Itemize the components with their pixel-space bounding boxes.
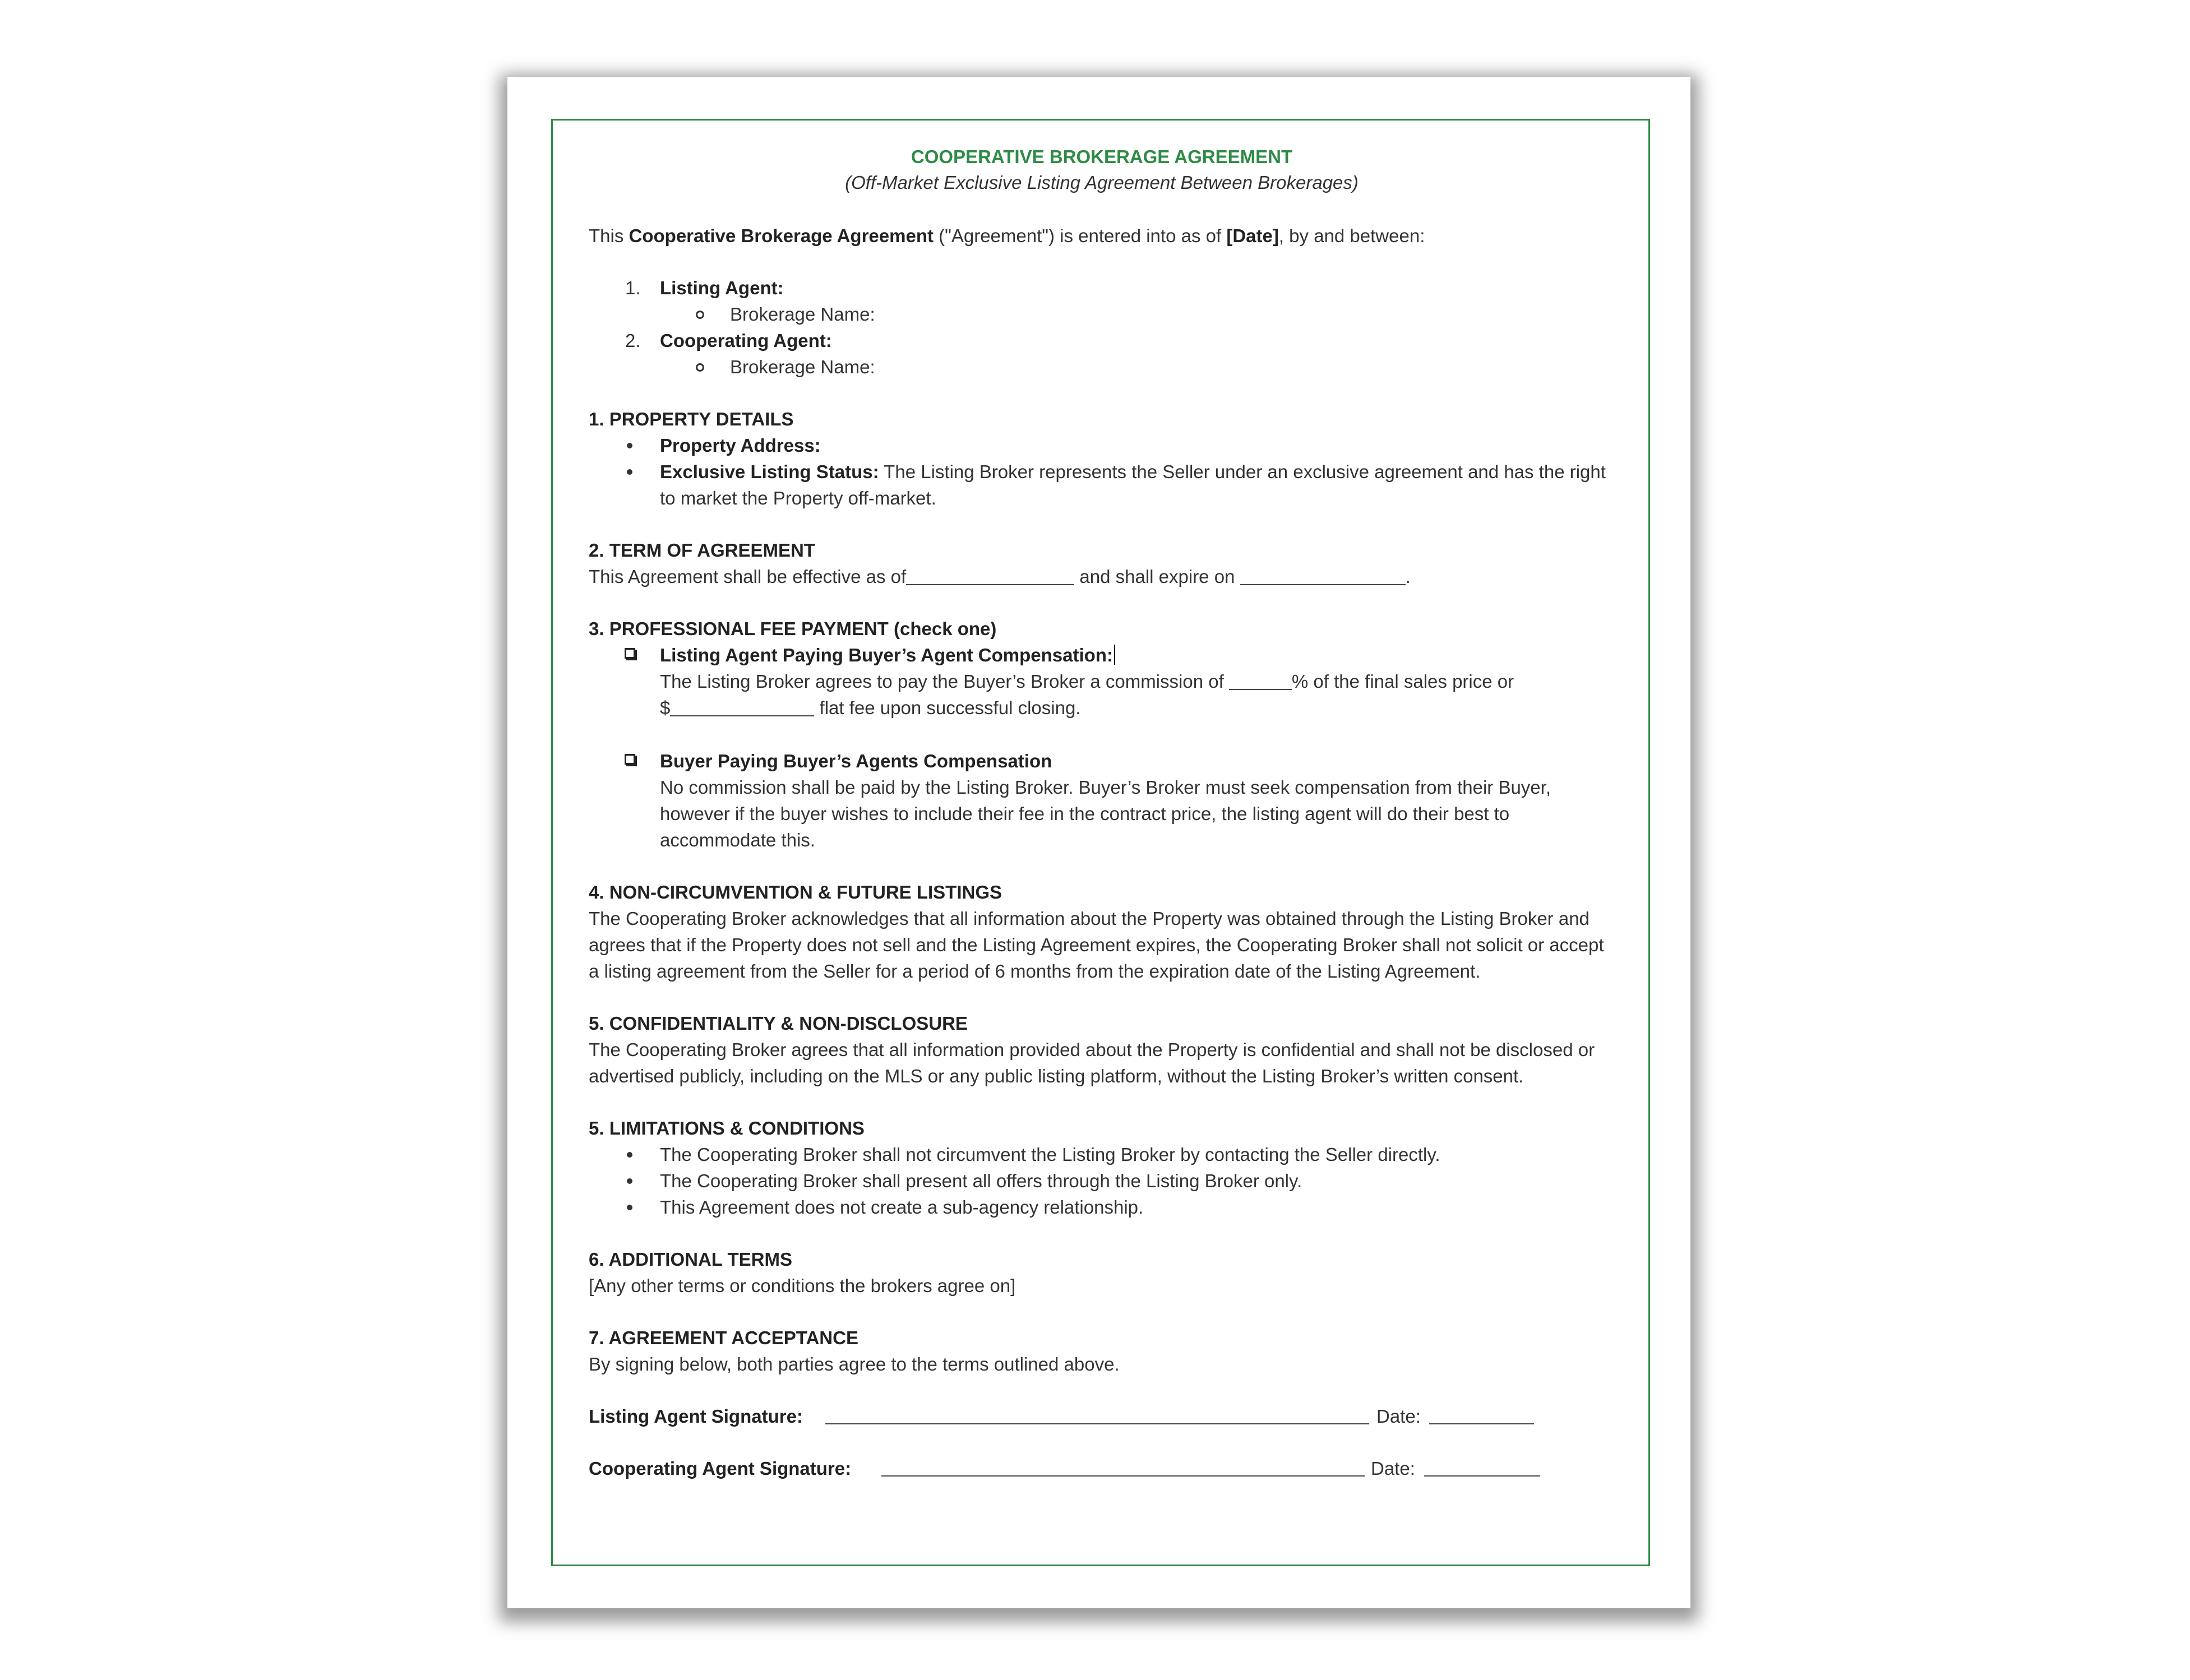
section-heading-property: 1. PROPERTY DETAILS [589, 409, 794, 429]
noncircumvention-paragraph: The Cooperating Broker acknowledges that all information about the Property was obtained through the Listing Broker and agrees that if the Property does not sell and the Listing Agreement expires, the Cooperating Broker shall not solicit or accept a listing agreement from the Seller for a period of 6 months from the expiration date of the Listing Agreement. [589, 908, 1604, 982]
property-address-label: Property Address: [660, 435, 821, 456]
document-body [589, 144, 1615, 1482]
confidentiality-paragraph: The Cooperating Broker agrees that all information provided about the Property is confidential and shall not be disclosed or advertised publicly, including on the MLS or any public listing platform, without the Listing Broker’s written consent. [589, 1039, 1595, 1086]
listing-signature-label: Listing Agent Signature: [589, 1406, 803, 1427]
cooperating-signature-line[interactable] [881, 1475, 1365, 1477]
limitation-text: The Cooperating Broker shall not circumvent the Listing Broker by contacting the Seller directly. [660, 1144, 1440, 1165]
intro-suffix: , by and between: [1278, 225, 1425, 246]
currency-sign: $ [660, 697, 671, 718]
list-item [589, 459, 1615, 511]
effective-date-blank[interactable] [906, 567, 1074, 585]
fee-option-text: No commission shall be paid by the Listing Broker. Buyer’s Broker must seek compensation from their Buyer, however if the buyer wishes to include their fee in the contract price, the listing agent will do their best to accommodate this. [660, 777, 1551, 850]
term-paragraph [589, 563, 1615, 590]
circle-bullet-icon [696, 311, 704, 319]
intro-paragraph [589, 223, 1615, 249]
cooperating-signature-label: Cooperating Agent Signature: [589, 1458, 852, 1479]
text-cursor [1114, 645, 1115, 665]
additional-terms-text: [Any other terms or conditions the brokers agree on] [589, 1275, 1016, 1296]
fee-option-text [660, 668, 1615, 721]
party-brokerage-line [589, 354, 1615, 380]
limitation-text: This Agreement does not create a sub-agency relationship. [660, 1197, 1144, 1218]
bullet-icon [627, 1152, 632, 1158]
flat-fee-text: flat fee upon successful closing. [814, 697, 1081, 718]
date-label: Date: [1376, 1406, 1421, 1427]
listing-date-line[interactable] [1429, 1423, 1534, 1424]
section-heading-fee: 3. PROFESSIONAL FEE PAYMENT (check one) [589, 618, 997, 639]
listing-status-label: Exclusive Listing Status: [660, 461, 879, 482]
cooperating-date-line[interactable] [1424, 1475, 1540, 1477]
bullet-icon [627, 1178, 632, 1184]
document-page [507, 77, 1690, 1608]
bullet-icon [627, 469, 632, 475]
checkbox[interactable] [625, 648, 635, 659]
fee-option-label: Buyer Paying Buyer’s Agents Compensation [660, 751, 1052, 771]
limitations-list [589, 1141, 1615, 1220]
party-number: 1. [625, 277, 641, 298]
commission-percent-blank[interactable] [1229, 672, 1292, 690]
cooperating-signature-row [589, 1455, 1615, 1482]
intro-prefix: This [589, 225, 629, 246]
property-details-list [589, 432, 1615, 511]
intro-date-placeholder: [Date] [1226, 225, 1279, 246]
section-heading-acceptance: 7. AGREEMENT ACCEPTANCE [589, 1327, 858, 1348]
term-text-middle: and shall expire on [1074, 566, 1240, 587]
section-heading-noncircumvention: 4. NON-CIRCUMVENTION & FUTURE LISTINGS [589, 882, 1002, 903]
listing-signature-row [589, 1403, 1615, 1429]
list-item [589, 432, 1615, 459]
listing-signature-line[interactable] [825, 1423, 1369, 1424]
fee-option-listing-agent-pays [589, 642, 1615, 721]
document-subtitle: (Off-Market Exclusive Listing Agreement Between Brokerages) [845, 172, 1359, 193]
circle-bullet-icon [696, 363, 704, 372]
intro-middle: ("Agreement") is entered into as of [933, 225, 1227, 246]
term-text-end: . [1405, 566, 1411, 587]
commission-text-b: % of the final sales price or [1291, 671, 1514, 692]
limitation-text: The Cooperating Broker shall present all offers through the Listing Broker only. [660, 1170, 1302, 1191]
list-item [589, 1141, 1615, 1168]
commission-text: The Listing Broker agrees to pay the Buyer’s Broker a commission of [660, 671, 1229, 692]
flat-fee-blank[interactable] [670, 698, 814, 716]
brokerage-name-label: Brokerage Name: [730, 304, 875, 325]
party-cooperating-agent [589, 327, 1615, 380]
listing-status-text: The Listing Broker represents the Seller under an exclusive agreement and has the right to market the Property off-market. [660, 461, 1606, 508]
list-item [589, 1168, 1615, 1194]
acceptance-text: By signing below, both parties agree to the terms outlined above. [589, 1354, 1120, 1374]
bullet-icon [627, 1205, 632, 1210]
expiration-date-blank[interactable] [1240, 567, 1406, 585]
fee-option-label: Listing Agent Paying Buyer’s Agent Compensation: [660, 645, 1113, 665]
section-heading-limitations: 5. LIMITATIONS & CONDITIONS [589, 1118, 865, 1138]
brokerage-name-label: Brokerage Name: [730, 357, 875, 377]
list-item [589, 1194, 1615, 1220]
document-title: COOPERATIVE BROKERAGE AGREEMENT [911, 146, 1293, 167]
date-label: Date: [1371, 1458, 1415, 1479]
party-label: Listing Agent: [660, 277, 784, 298]
party-listing-agent [589, 275, 1615, 327]
intro-agreement-name: Cooperative Brokerage Agreement [629, 225, 934, 246]
checkbox[interactable] [625, 754, 635, 765]
party-label: Cooperating Agent: [660, 330, 832, 351]
section-heading-term: 2. TERM OF AGREEMENT [589, 540, 815, 561]
party-brokerage-line [589, 301, 1615, 327]
section-heading-confidentiality: 5. CONFIDENTIALITY & NON-DISCLOSURE [589, 1013, 968, 1034]
term-text-before: This Agreement shall be effective as of [589, 566, 907, 587]
parties-list [589, 275, 1615, 380]
bullet-icon [627, 443, 632, 448]
party-number: 2. [625, 330, 641, 351]
fee-option-buyer-pays [589, 748, 1615, 853]
section-heading-additional: 6. ADDITIONAL TERMS [589, 1249, 793, 1270]
